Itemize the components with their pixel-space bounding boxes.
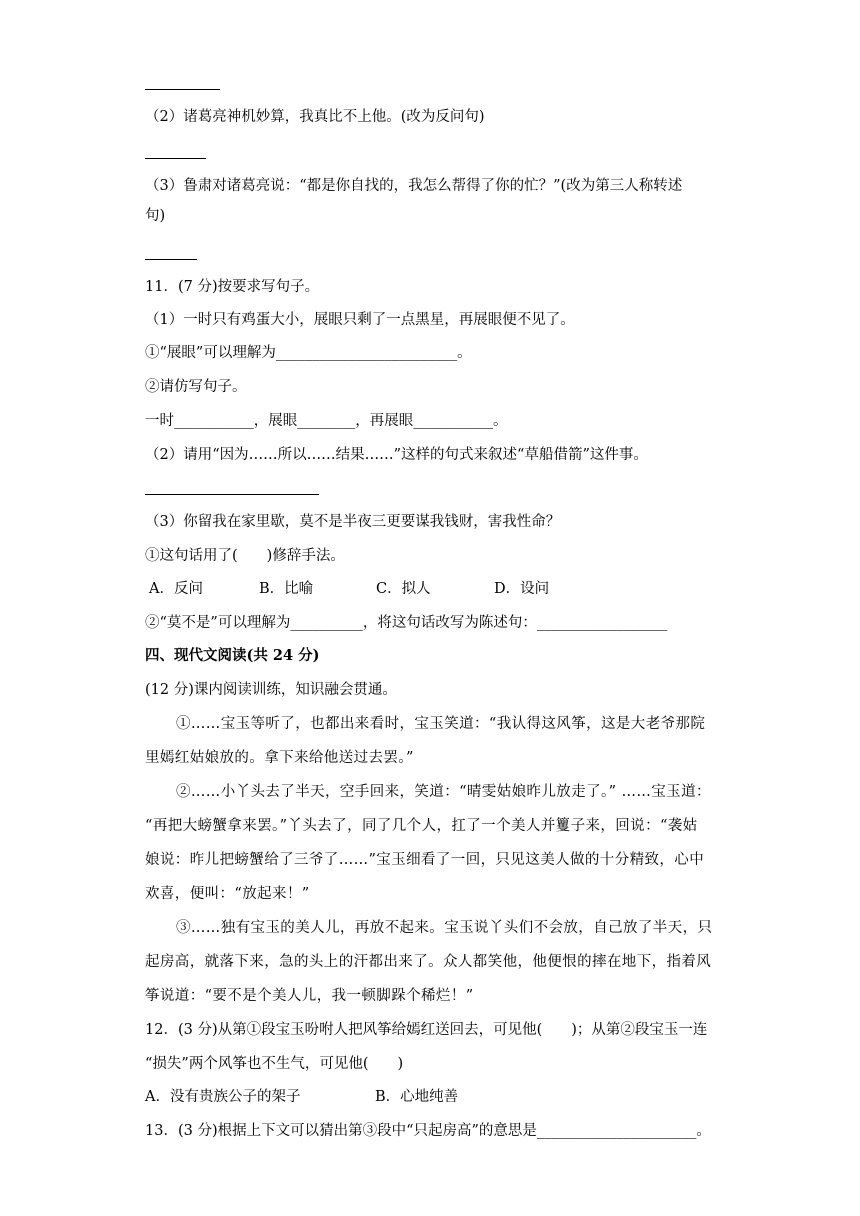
- answer-line: [145, 494, 319, 495]
- question-11-2: （2）请用“因为……所以……结果……”这样的句式来叙述“草船借箭”这件事。: [145, 447, 648, 463]
- question-10-2: （2）诸葛亮神机妙算，我真比不上他。(改为反问句): [145, 109, 485, 125]
- question-12-option-b: B．心地纯善: [375, 1089, 459, 1105]
- question-12: 12．(3 分)从第①段宝玉吩咐人把风筝给嫣红送回去，可见他( )；从第②段宝玉一连: [145, 1022, 708, 1038]
- reading-paragraph-1-cont: 里嫣红姑娘放的。拿下来给他送过去罢。”: [145, 750, 414, 766]
- question-11-3: （3）你留我在家里歇，莫不是半夜三更要谋我钱财，害我性命？: [145, 514, 561, 530]
- option-c: C．拟人: [376, 581, 431, 597]
- question-11-1-b: ②请仿写句子。: [145, 379, 247, 395]
- option-b: B．比喻: [259, 581, 314, 597]
- option-a: A．反问: [149, 581, 203, 597]
- reading-paragraph-2-cont: “再把大螃蟹拿来罢。”丫头去了，同了几个人，扛了一个美人并籰子来，回说：“袭姑: [145, 818, 698, 834]
- question-10-3-cont: 句): [145, 208, 166, 224]
- answer-line: [145, 158, 206, 159]
- answer-line: [145, 89, 220, 90]
- answer-line: [145, 259, 197, 260]
- question-10-3: （3）鲁肃对诸葛亮说：“都是你自找的，我怎么帮得了你的忙？”(改为第三人称转述: [145, 178, 683, 194]
- question-12-cont: “损失”两个风筝也不生气，可见他( ): [145, 1056, 404, 1072]
- option-d: D．设问: [494, 581, 550, 597]
- question-11-1: （1）一时只有鸡蛋大小，展眼只剩了一点黑星，再展眼便不见了。: [145, 312, 575, 328]
- reading-intro: (12 分)课内阅读训练，知识融会贯通。: [145, 682, 397, 698]
- reading-paragraph-1: ①……宝玉等听了，也都出来看时，宝玉笑道：“我认得这风筝，这是大老爷那院: [176, 716, 706, 732]
- reading-paragraph-3-cont: 起房高，就落下来，急的头上的汗都出来了。众人都笑他，他便恨的摔在地下，指着风: [145, 954, 712, 970]
- section-title: 四、现代文阅读(共 24 分): [145, 647, 320, 664]
- question-11-3-b: ②“莫不是”可以理解为__________，将这句话改写为陈述句：__________________: [145, 615, 668, 631]
- question-11-3-a: ①这句话用了( )修辞手法。: [145, 548, 345, 564]
- question-11-1-a: ①“展眼”可以理解为_________________________。: [145, 345, 472, 361]
- question-11-1-c: 一时___________，展眼________，再展眼___________。: [145, 413, 508, 429]
- question-13: 13．(3 分)根据上下文可以猜出第③段中“只起房高”的意思是______________________。: [145, 1123, 711, 1139]
- question-12-option-a: A．没有贵族公子的架子: [145, 1089, 301, 1105]
- reading-paragraph-3: ③……独有宝玉的美人儿，再放不起来。宝玉说丫头们不会放，自己放了半天，只: [176, 920, 713, 936]
- reading-paragraph-3-cont: 筝说道：“要不是个美人儿，我一顿脚跺个稀烂！”: [145, 988, 474, 1004]
- question-11: 11．(7 分)按要求写句子。: [145, 279, 320, 295]
- reading-paragraph-2-cont: 娘说：昨儿把螃蟹给了三爷了……”宝玉细看了一回，只见这美人做的十分精致，心中: [145, 852, 705, 868]
- reading-paragraph-2-cont: 欢喜，便叫：“放起来！”: [145, 886, 310, 902]
- reading-paragraph-2: ②……小丫头去了半天，空手回来，笑道：“晴雯姑娘昨儿放走了。” ……宝玉道：: [176, 784, 711, 800]
